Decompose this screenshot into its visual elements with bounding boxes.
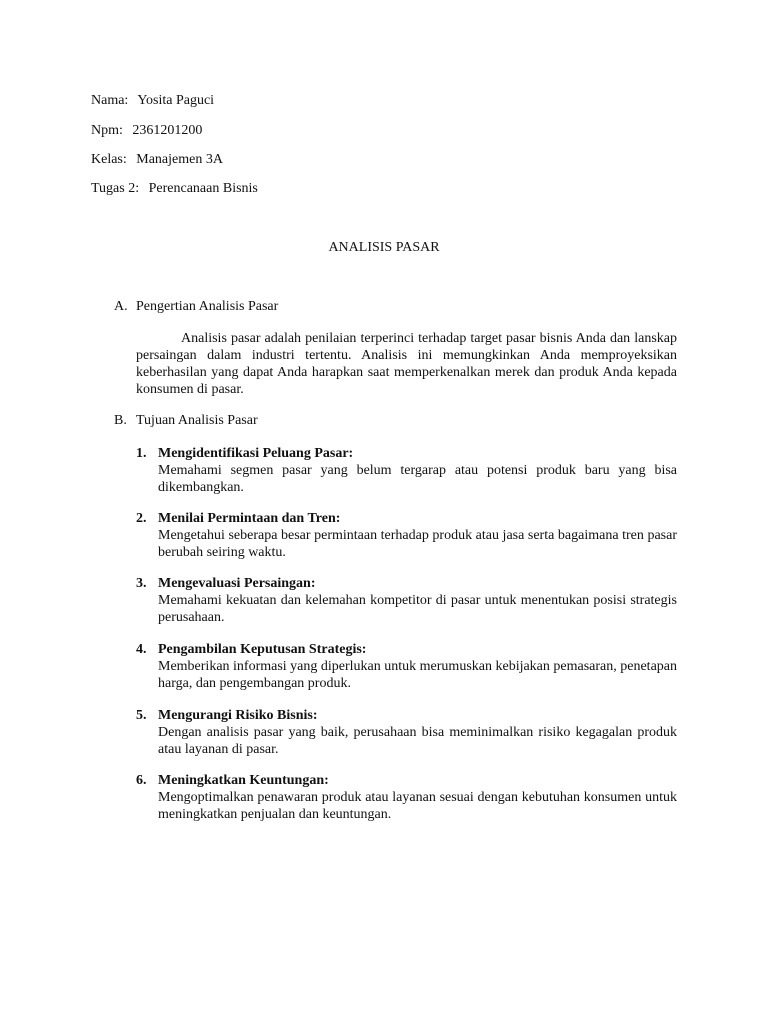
student-class-line <box>91 151 223 168</box>
assignment-line <box>91 180 258 197</box>
section-b-heading <box>114 412 258 429</box>
section-a-heading <box>114 298 278 315</box>
student-name-line <box>91 92 214 109</box>
list-item-number: 1. <box>136 446 147 461</box>
list-item-title: Pengambilan Keputusan Strategis: <box>158 642 367 657</box>
list-item-title: Menilai Permintaan dan Tren: <box>158 511 341 526</box>
list-item <box>136 772 677 823</box>
list-item-description: Memahami kekuatan dan kelemahan kompetitor di pasar untuk menentukan posisi strategis perusahaan. <box>158 593 677 625</box>
list-item <box>136 445 677 496</box>
list-item-number: 6. <box>136 773 147 788</box>
list-item-description: Dengan analisis pasar yang baik, perusahaan bisa meminimalkan risiko kegagalan produk atau layanan di pasar. <box>158 725 677 757</box>
list-item-number: 5. <box>136 708 147 723</box>
list-item-description: Memahami segmen pasar yang belum tergarap atau potensi produk baru yang bisa dikembangkan. <box>158 463 677 495</box>
list-item <box>136 575 677 626</box>
student-name-label: Nama: <box>91 93 129 108</box>
list-item-number: 3. <box>136 576 147 591</box>
list-item-description: Memberikan informasi yang diperlukan untuk merumuskan kebijakan pemasaran, penetapan harga, dan pengembangan produk. <box>158 659 677 691</box>
student-class-label: Kelas: <box>91 152 127 167</box>
student-npm-value: 2361201200 <box>132 123 203 138</box>
section-b-title: Tujuan Analisis Pasar <box>136 413 258 428</box>
list-item <box>136 510 677 561</box>
student-npm-line <box>91 122 202 139</box>
list-item-title: Mengidentifikasi Peluang Pasar: <box>158 446 354 461</box>
student-npm-label: Npm: <box>91 123 123 138</box>
student-name-value: Yosita Paguci <box>137 93 215 108</box>
list-item-description: Mengoptimalkan penawaran produk atau layanan sesuai dengan kebutuhan konsumen untuk meningkatkan penjualan dan keuntungan. <box>158 790 677 822</box>
list-item-title: Mengurangi Risiko Bisnis: <box>158 708 318 723</box>
assignment-label: Tugas 2: <box>91 181 140 196</box>
list-item-description: Mengetahui seberapa besar permintaan terhadap produk atau jasa serta bagaimana tren pasar berubah seiring waktu. <box>158 528 677 560</box>
list-item-number: 4. <box>136 642 147 657</box>
document-title: ANALISIS PASAR <box>328 240 440 255</box>
section-b-letter: B. <box>114 413 127 428</box>
list-item <box>136 641 677 692</box>
list-item-title: Meningkatkan Keuntungan: <box>158 773 329 788</box>
list-item-title: Mengevaluasi Persaingan: <box>158 576 316 591</box>
section-a-letter: A. <box>114 299 128 314</box>
list-item-number: 2. <box>136 511 147 526</box>
section-a-title: Pengertian Analisis Pasar <box>136 299 279 314</box>
assignment-value: Perencanaan Bisnis <box>148 181 258 196</box>
section-a-paragraph: Analisis pasar adalah penilaian terperinci terhadap target pasar bisnis Anda dan lanskap persaingan dalam industri tertentu. Analisis ini memungkinkan Anda memproyeksikan keberhasilan yang dapat Anda harapkan saat memperkenalkan merek dan produk Anda kepada konsumen di pasar. <box>136 331 677 397</box>
student-class-value: Manajemen 3A <box>136 152 223 167</box>
list-item <box>136 707 677 758</box>
